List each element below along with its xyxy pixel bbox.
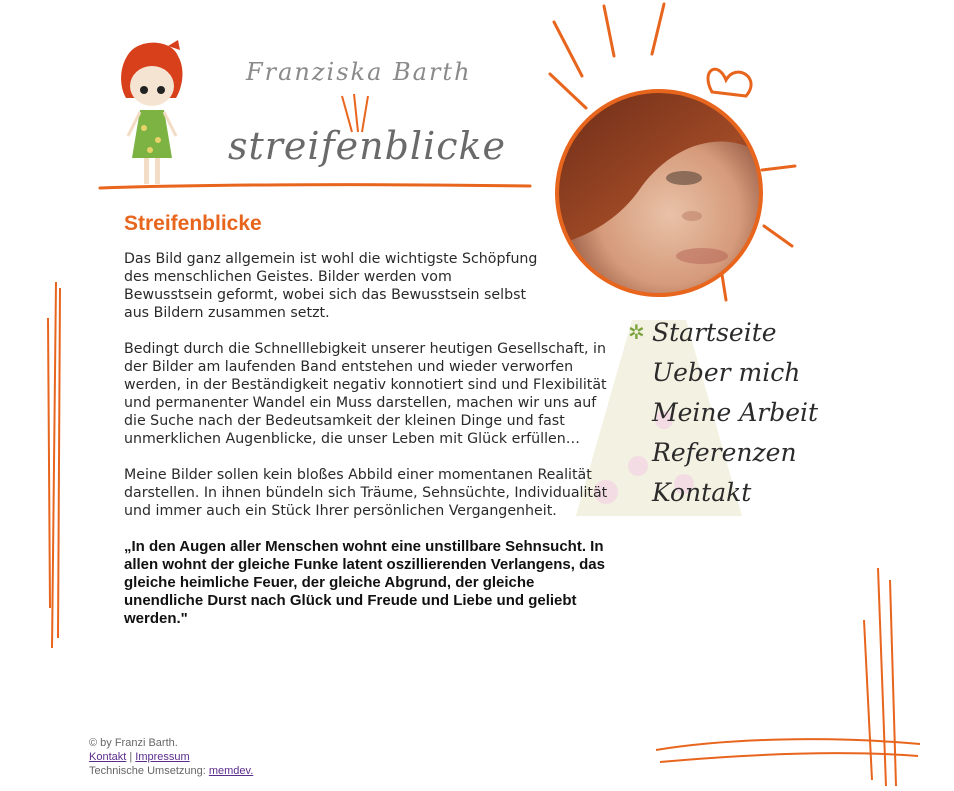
quote-paragraph: „In den Augen aller Menschen wohnt eine unstillbare Sehnsucht. In allen wohnt der gleiche Funke latent oszillierenden Verlangens, das gleiche heimliche Feuer, der gleiche Abgrund, der gleiche unendliche Durst nach Glück und Freude und Liebe und geliebt werden."	[124, 538, 605, 627]
footer-link-impressum[interactable]: Impressum	[135, 751, 190, 763]
bottom-right-scribble	[650, 560, 930, 791]
nav-label: Ueber mich	[652, 357, 801, 387]
content-paragraph: Das Bild ganz allgemein ist wohl die wichtigste Schöpfung des menschlichen Geistes. Bilder werden vom Bewusstsein geformt, wobei sich das Bewusstsein selbst aus Bildern zusammen setzt.	[124, 251, 538, 321]
tech-credit	[89, 764, 253, 778]
nav-item-ueber-mich[interactable]	[628, 352, 828, 392]
tech-credit-link[interactable]: memdev.	[208, 765, 254, 777]
header-underline	[96, 178, 536, 194]
page-title: Streifenblicke	[124, 212, 262, 235]
site-name: Franziska Barth	[246, 58, 472, 86]
nav-item-referenzen[interactable]	[628, 432, 828, 472]
nav-item-startseite[interactable]	[628, 312, 828, 352]
nav-label: Kontakt	[652, 477, 752, 507]
left-scribble	[38, 278, 74, 658]
nav-label: Startseite	[652, 317, 777, 347]
footer-links	[89, 750, 253, 764]
site-logo-text[interactable]: streifenblicke	[228, 124, 507, 168]
tech-credit-label: Technische Umsetzung:	[89, 765, 206, 777]
content-paragraph: Meine Bilder sollen kein bloßes Abbild einer momentanen Realität darstellen. In ihnen bündeln sich Träume, Sehnsüchte, Individualität und immer auch ein Stück Ihrer persönlichen Vergangenheit.	[124, 467, 608, 519]
footer	[89, 736, 253, 778]
main-content	[124, 212, 614, 646]
nav-item-meine-arbeit[interactable]	[628, 392, 828, 432]
nav-label: Referenzen	[652, 437, 797, 467]
nav-label: Meine Arbeit	[652, 397, 819, 427]
content-paragraph: Bedingt durch die Schnelllebigkeit unserer heutigen Gesellschaft, in der Bilder am laufenden Band entstehen und wieder verworfen werden, in der Beständigkeit negativ konnotiert sind und Flexibilität und permanenter Wandel ein Muss darstellen, machen wir uns auf die Suche nach der Bedeutsamkeit der kleinen Dinge und fast unmerklichen Augenblicke, die unser Leben mit Glück erfüllen…	[124, 341, 607, 447]
footer-link-kontakt[interactable]: Kontakt	[89, 751, 127, 763]
copyright-text: © by Franzi Barth.	[89, 737, 178, 749]
footer-separator: |	[129, 751, 133, 763]
flower-icon: ✲	[628, 320, 645, 344]
nav-item-kontakt[interactable]	[628, 472, 828, 512]
cartoon-girl-illustration	[112, 40, 192, 192]
main-nav	[628, 312, 828, 512]
